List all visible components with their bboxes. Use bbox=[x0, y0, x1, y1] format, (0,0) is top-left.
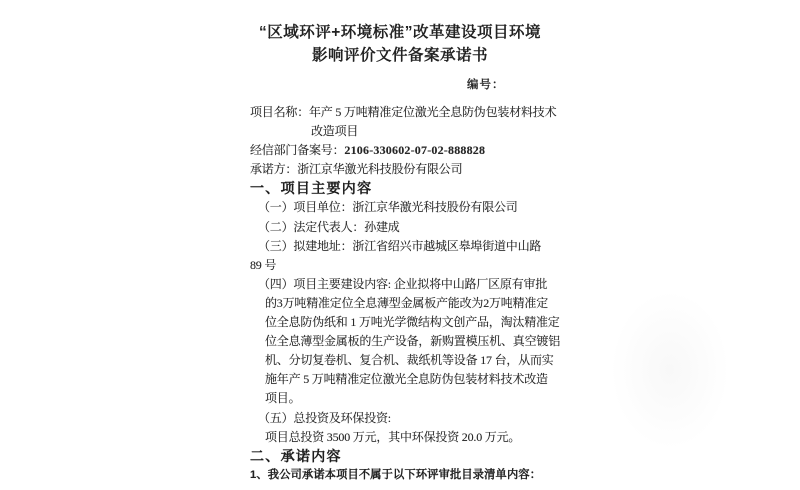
item4-construction-line7: 项目。 bbox=[265, 391, 301, 406]
item4-construction-line3: 位全息防伪纸和 1 万吨光学微结构文创产品，淘汰精准定 bbox=[265, 315, 560, 330]
item5-investment-line1: （五）总投资及环保投资: bbox=[258, 410, 391, 425]
item3-address-line2: 89 号 bbox=[250, 257, 277, 272]
item4-construction-line6: 施年产 5 万吨精准定位激光全息防伪包装材料技术改造 bbox=[265, 372, 548, 387]
project-name-line-2: 改造项目 bbox=[311, 124, 359, 139]
item4-construction-line2: 的3万吨精准定位全息薄型金属板产能改为2万吨精准定 bbox=[265, 295, 549, 310]
item4-construction-line4: 位全息薄型金属板的生产设备，新购置模压机、真空镀铝 bbox=[265, 334, 561, 349]
record-number-label: 经信部门备案号： bbox=[250, 143, 345, 158]
item5-investment-line2: 项目总投资 3500 万元，其中环保投资 20.0 万元。 bbox=[265, 429, 521, 444]
serial-number-label: 编号： bbox=[467, 79, 505, 91]
item4-construction-line5: 机、分切复卷机、复合机、裁纸机等设备 17 台，从而实 bbox=[265, 353, 554, 368]
record-number-value: 2106-330602-07-02-888828 bbox=[344, 143, 486, 158]
document-body bbox=[250, 103, 580, 485]
item3-address-line1: （三）拟建地址：浙江省绍兴市越城区皋埠街道中山路 bbox=[258, 238, 542, 253]
promisor-line: 承诺方：浙江京华激光科技股份有限公司 bbox=[250, 162, 463, 177]
document-title-line2: 影响评价文件备案承诺书 bbox=[311, 47, 488, 64]
project-name-line-1: 项目名称：年产 5 万吨精准定位激光全息防伪包装材料技术 bbox=[250, 105, 557, 119]
section1-heading: 一、项目主要内容 bbox=[250, 180, 373, 197]
item1-project-unit: （一）项目单位：浙江京华激光科技股份有限公司 bbox=[258, 200, 518, 215]
item2-legal-rep: （二）法定代表人：孙建成 bbox=[258, 219, 400, 234]
document-title-line1: “区域环评+环境标准”改革建设项目环境 bbox=[258, 24, 542, 41]
document-title bbox=[0, 21, 800, 67]
section2-heading: 二、承诺内容 bbox=[250, 447, 342, 464]
commitment-item-1: 1、我公司承诺本项目不属于以下环评审批目录清单内容： bbox=[250, 468, 542, 481]
item4-construction-line1: （四）项目主要建设内容: 企业拟将中山路厂区原有审批 bbox=[258, 276, 548, 291]
record-number-line bbox=[250, 141, 580, 160]
scan-artifact bbox=[610, 290, 730, 450]
